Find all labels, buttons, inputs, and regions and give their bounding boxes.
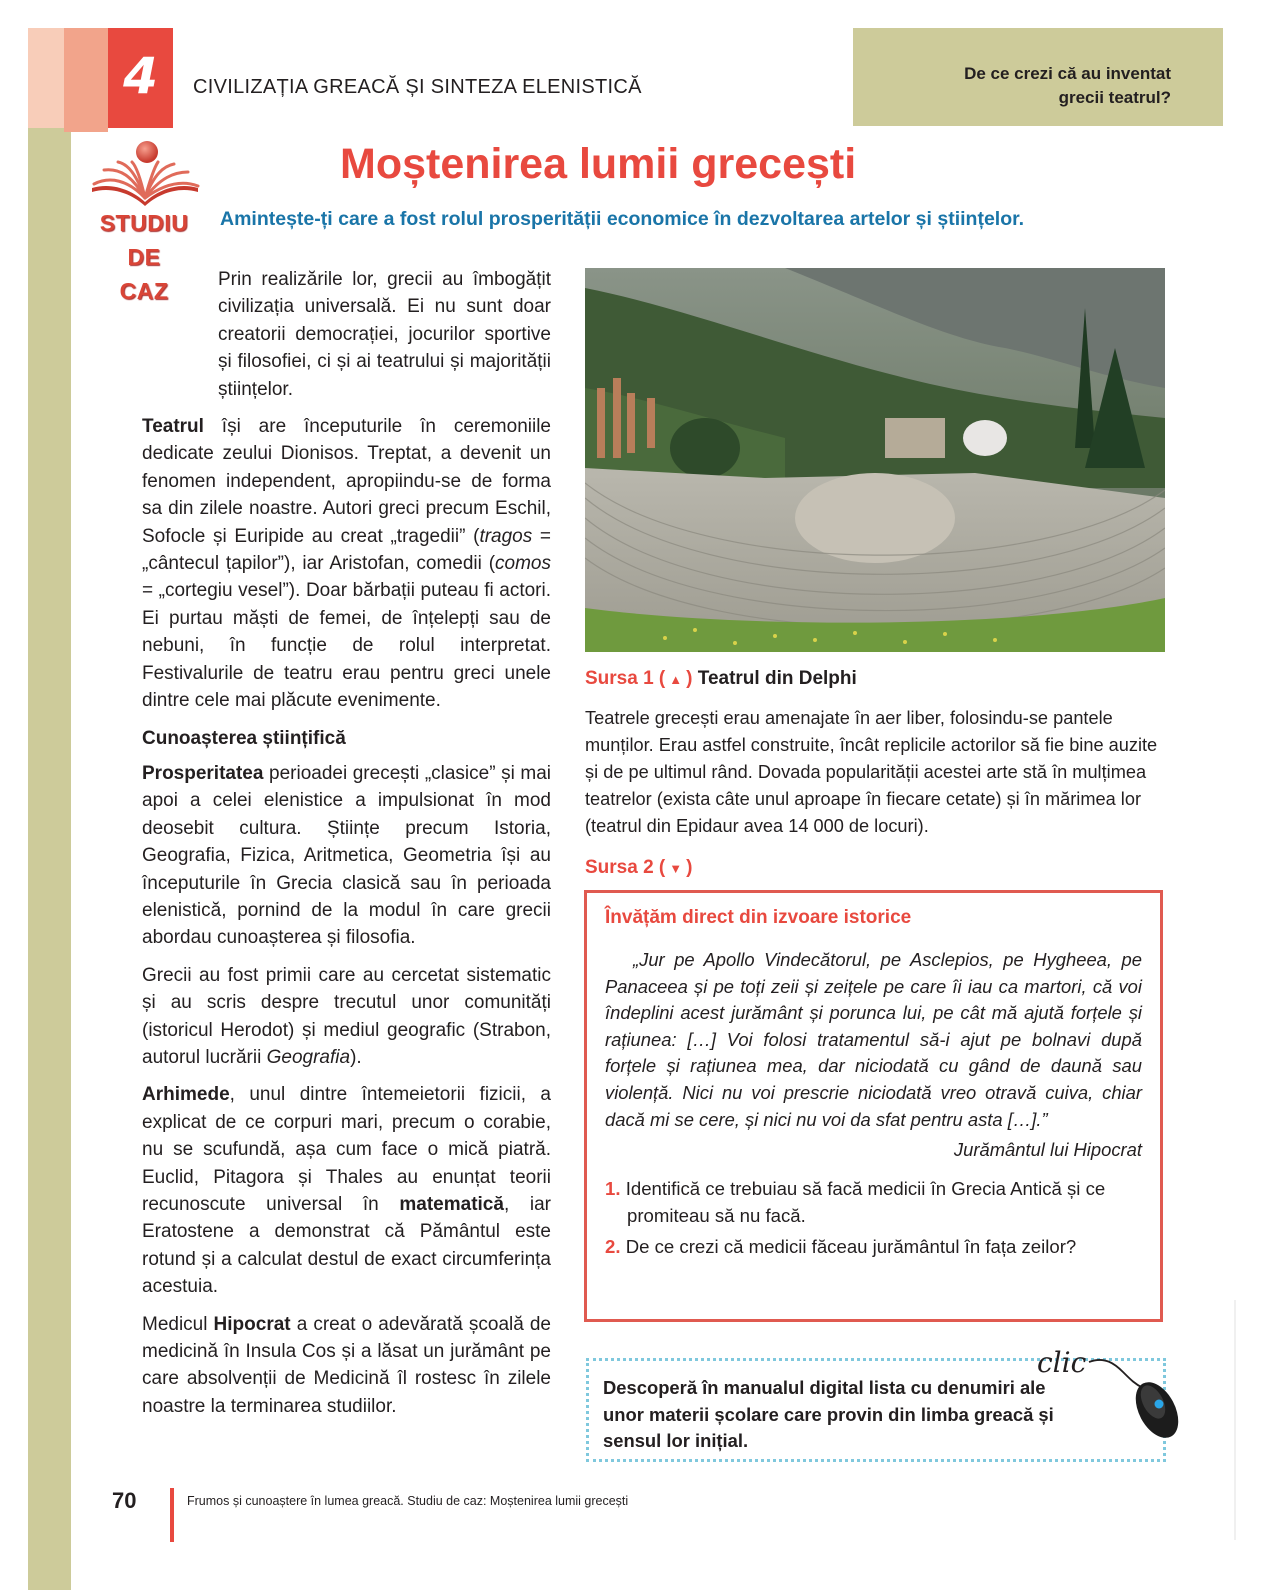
- logo-line-2: DE: [127, 244, 161, 270]
- archimedes-term: Arhimede: [142, 1084, 230, 1106]
- history-paragraph: [142, 962, 551, 1072]
- lesson-subtitle: Amintește-ți care a fost rolul prosperității economice în dezvoltarea artelor și științelor.: [220, 208, 1025, 230]
- computer-mouse-clic-icon[interactable]: [1035, 1344, 1185, 1444]
- source-1-caption: [585, 668, 857, 690]
- history-text-b: ).: [350, 1046, 362, 1068]
- geografia-title: Geografia: [266, 1046, 351, 1068]
- archimedes-text-b: , iar Eratostene a demonstrat că Pământul este rotund și a calculat destul de exact circumferința acestuia.: [142, 1194, 551, 1298]
- section-heading-scientific-knowledge: Cunoașterea științifică: [142, 727, 346, 749]
- history-text-a: Grecii au fost primii care au cercetat sistematic și au scris despre trecutul unor comunități (istoricul Herodot) și mediul geografic (Strabon, autorul lucrării: [142, 964, 551, 1068]
- hippocrates-term: Hipocrat: [213, 1313, 291, 1335]
- hippocratic-oath-quote: „Jur pe Apollo Vindecătorul, pe Asclepios, pe Hygheea, pe Panaceea și pe toți zeii și zeițele pe care îi iau ca martori, că voi îndeplini acest jurământ și porunca lui, pe cât mă ajută forțele și rațiunea: […] Voi folosi tratamentul să-i ajut pe bolnavi după forțele și rațiunea mea, dar niciodată cu gând de daună sau violență. Nici nu voi prescrie niciodată vreo otravă cuiva, chiar dacă mi se cere, și nici nu voi da sfat pentru asta […].”: [605, 949, 1142, 1130]
- page-number: 70: [112, 1488, 137, 1513]
- left-margin-strip: [28, 128, 71, 1590]
- theatre-text-a: își are începuturile în ceremoniile dedicate zeului Dionisos. Treptat, a devenit un fenomen independent, apropiindu-se de forma sa din zilele noastre. Autori greci precum Eschil, Sofocle și Euripide au creat „tragedii” (: [142, 416, 551, 547]
- svg-text:clic: clic: [1037, 1346, 1087, 1379]
- arrow-up-icon: ▲: [669, 672, 683, 687]
- source-1-title: Teatrul din Delphi: [697, 668, 857, 689]
- theatre-text-b: = „cântecul țapilor”), iar Aristofan, comedii (: [142, 525, 552, 575]
- question-number: 1.: [605, 1178, 621, 1200]
- source-1-description: Teatrele grecești erau amenajate în aer liber, folosindu-se pantele munților. Erau astfel construite, încât replicile actorilor să fie bine auzite și de pe ultimul rând. Dovada popularității acestei arte stă în mulțimea teatrelor (exista câte unul aproape în fiecare cetate) și în mărimea lor (teatrul din Epidaur avea 14 000 de locuri).: [585, 708, 1158, 836]
- theatre-text-c: = „cortegiu vesel”). Doar bărbații puteau fi actori. Ei purtau măști de femei, de înțelepți sau de nebuni, în funcție de rolul interpretat. Festivalurile de teatru erau pentru greci unele dintre cele mai plăcute evenimente.: [142, 580, 551, 712]
- arrow-down-icon: ▼: [669, 861, 683, 876]
- theatre-term: Teatrul: [142, 416, 204, 438]
- page-title: Moștenirea lumii grecești: [340, 140, 857, 188]
- historical-source-box: [584, 890, 1163, 1322]
- prosperity-paragraph: [142, 760, 551, 952]
- hippocrates-text-a: Medicul: [142, 1313, 214, 1335]
- footer-running-title: Frumos și cunoaștere în lumea greacă. Studiu de caz: Moștenirea lumii grecești: [187, 1494, 629, 1508]
- chapter-tab-mid: [64, 28, 108, 132]
- delphi-theatre-photo: [585, 268, 1165, 652]
- source-1-label-end: ): [686, 668, 693, 689]
- digital-manual-text: Descoperă în manualul digital lista cu denumiri ale unor materii școlare care provin din limba greacă și sensul lor inițial.: [603, 1377, 1054, 1451]
- prosperity-term: Prosperitatea: [142, 762, 264, 784]
- comos-term: comos: [495, 553, 551, 575]
- source-box-heading: Învățăm direct din izvoare istorice: [605, 907, 912, 928]
- page-edge-shadow: [1234, 1300, 1236, 1540]
- guiding-question-line-2: grecii teatrul?: [1058, 88, 1171, 107]
- footer-divider: [170, 1488, 174, 1542]
- prosperity-text: perioadei grecești „clasice” și mai apoi a celei elenistice a impulsionat în mod deosebit cultura. Științe precum Istoria, Geografia, Fizica, Aritmetica, Geometria își au începuturile în Grecia clasică sau în perioada elenistică, pornind de la modul în care grecii abordau cunoașterea și filosofia.: [142, 762, 551, 949]
- source-2-label-text: Sursa 2 (: [585, 857, 666, 878]
- guiding-question-line-1: De ce crezi că au inventat: [964, 64, 1171, 83]
- chapter-title: CIVILIZAȚIA GREACĂ ȘI SINTEZA ELENISTICĂ: [193, 76, 642, 98]
- guiding-question-box: [853, 28, 1223, 126]
- chapter-number: 4: [108, 28, 173, 128]
- archimedes-paragraph: [142, 1081, 551, 1300]
- source-1-label: Sursa 1 (: [585, 668, 666, 689]
- question-item: [605, 1175, 1142, 1229]
- source-2-label: [585, 857, 692, 879]
- archimedes-text-a: , unul dintre întemeietorii fizicii, a explicat de ce corpuri mari, precum o corabie, nu se scufundă, așa cum face o mică piatră. Euclid, Pitagora și Thales au enunțat teorii recunoscute universal în: [142, 1084, 551, 1215]
- intro-paragraph: Prin realizările lor, grecii au îmbogățit civilizația universală. Ei nu sunt doar creatorii democrației, jocurilor sportive și filosofiei, ci și ai teatrului și majorității științelor.: [218, 269, 551, 400]
- question-item: [605, 1233, 1142, 1260]
- quote-attribution: Jurământul lui Hipocrat: [953, 1139, 1142, 1161]
- question-text: Identifică ce trebuiau să facă medicii în Grecia Antică și ce promiteau să nu facă.: [625, 1178, 1106, 1227]
- source-2-label-end: ): [686, 857, 693, 878]
- exercise-questions: [605, 1175, 1142, 1260]
- chapter-tab-light: [28, 28, 64, 128]
- logo-line-3: CAZ: [119, 278, 169, 304]
- main-text-column: [142, 266, 551, 1430]
- open-book-logo-icon: [88, 140, 202, 208]
- tragos-term: tragos: [479, 525, 533, 547]
- hippocrates-paragraph: [142, 1311, 551, 1421]
- question-number: 2.: [605, 1236, 621, 1258]
- theatre-paragraph: [142, 413, 551, 714]
- question-text: De ce crezi că medicii făceau jurământul în fața zeilor?: [625, 1236, 1077, 1258]
- hippocrates-text-b: a creat o adevărată școală de medicină în Insula Cos și a lăsat un jurământ pe care absolvenții de Medicină îl rostesc în zilele noastre la terminarea studiilor.: [142, 1313, 552, 1417]
- logo-line-1: STUDIU: [99, 210, 189, 236]
- mathematics-term: matematică: [399, 1194, 504, 1215]
